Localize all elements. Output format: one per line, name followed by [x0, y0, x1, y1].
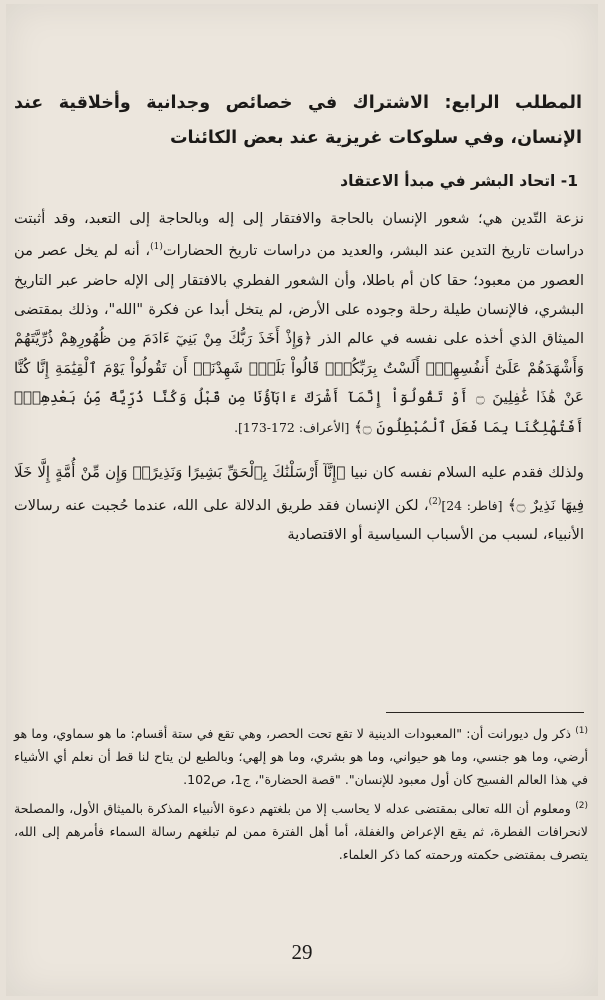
footnote-marker-2: (2) — [575, 801, 588, 812]
paragraph-2-text-b: ، لكن الإنسان فقد طريق الدلالة على الله، عندما حُجبت عنه رسالات الأنبياء، لسبب من الأسباب السياسية أو الاقتصادية — [14, 496, 584, 543]
footnotes — [14, 720, 588, 870]
footnote-ref-2: (2) — [428, 496, 442, 507]
paragraph-2-text-a: ولذلك فقدم عليه السلام نفسه كان نبيا — [350, 464, 584, 482]
paragraph-1-text-b: ، أنه لم يخل عصر من العصور من معبود؛ حقا كان أم باطلا، وأن الشعور الفطري بالافتقار إلى الإله حاضر عبر التاريخ البشري، فالإنسان طيلة رحلة وجوده على الأرض، لم يتخل أبدا عن فكرة "الله"، وذلك بمقتضى الميثاق الذي أخذه على نفسه في عالم الذر — [14, 242, 585, 348]
footnote-2 — [14, 795, 588, 866]
section-heading: المطلب الرابع: الاشتراك في خصائص وجدانية وأخلاقية عند الإنسان، وفي سلوكات غريزية عند بعض الكائنات — [14, 93, 582, 148]
footnote-text-1: ذكر ول ديورانت أن: "المعبودات الدينية لا تقع تحت الحصر، وهي تقع في ستة أقسام: ما هو سماوي، وما هو أرضي، وما هو جنسي، وما هو حيواني، وما هو بشري، وما هو إلهي؛ وبالطبع لن يتاح لنا قط أن نعلم أي الأشياء في هذا العالم الفسيح كان أول معبود للإنسان". "قصة الحضارة"، ج1، ص102. — [14, 726, 588, 788]
verse-reference-2: [فاطر: 24] — [441, 497, 503, 513]
quran-verse-2: ﴿إِنَّآ أَرْسَلْنَٰكَ بِٱلْحَقِّ بَشِيرًا وَنَذِيرًاۚ وَإِن مِّنْ أُمَّةٍ إِلَّا خَلَا فِيهَا نَذِيرٌ ۝﴾ — [14, 463, 585, 514]
footnote-marker-1: (1) — [575, 726, 588, 736]
paragraph-1 — [14, 204, 584, 442]
verse-reference-1: [الأعراف: 172-173]. — [234, 419, 350, 435]
paragraph-1-text-a: نزعة التّدين هي؛ شعور الإنسان بالحاجة والافتقار إلى إله وبالحاجة إلى التعبد، وقد أثبتت دراسات تاريخ التدين عند البشر، والعديد من دراسات تاريخ الحضارات — [14, 210, 584, 260]
quran-verse-1: ﴿وَإِذْ أَخَذَ رَبُّكَ مِنْ بَنِيٓ ءَادَمَ مِن ظُهُورِهِمْ ذُرِّيَّتَهُمْ وَأَشْهَدَهُمْ عَلَىٰٓ أَنفُسِهِمْۚ أَلَسْتُ بِرَبِّكُمْۖ قَالُواْ بَلَىٰۚ شَهِدْنَآۚ أَن تَقُولُواْ يَوْمَ ٱلْقِيَٰمَةِ إِنَّا كُنَّا عَنْ هَٰذَا غَٰفِلِينَ ۝ أَوْ تَقُولُوٓاْ إِنَّمَآ أَشْرَكَ ءَابَآؤُنَا مِن قَبْلُ وَكُنَّا ذُرِّيَّةً مِّنۢ بَعْدِهِمْۖ أَفَتُهْلِكُنَا بِمَا فَعَلَ ٱلْمُبْطِلُونَ ۝﴾ — [14, 329, 585, 436]
footnote-text-2: ومعلوم أن الله تعالى بمقتضى عدله لا يحاسب إلا من بلغتهم دعوة الأنبياء المذكرة بالميثاق الأول، والمصلحة لانحرافات الفطرة، ثم يقع الإعراض والغفلة، أما أهل الفترة ممن لم تبلغهم رسالة السماء فأمرهم إلى الله، يتصرف بمقتضى حكمته ورحمته كما ذكر العلماء. — [14, 801, 588, 863]
footnote-separator — [386, 712, 584, 713]
main-text — [14, 86, 584, 549]
book-page — [6, 4, 598, 996]
footnote-ref-1: (1) — [150, 242, 163, 253]
footnote-1 — [14, 720, 588, 791]
paragraph-2 — [14, 458, 584, 549]
page-number: 29 — [291, 940, 313, 964]
subsection-heading: 1- اتحاد البشر في مبدأ الاعتقاد — [340, 172, 578, 190]
